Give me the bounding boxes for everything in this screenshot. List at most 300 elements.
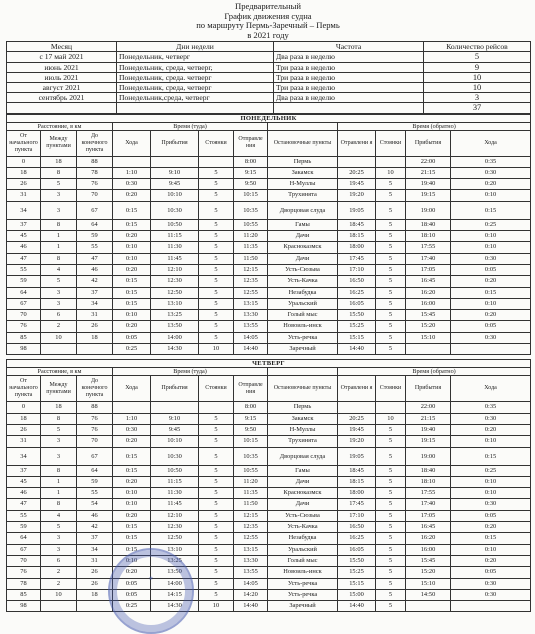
cell-to-end: 26 [77,578,113,589]
summary-trips: 5 [424,52,531,62]
cell-travel-back: 0:25 [451,465,531,476]
cell-travel-there: 0:20 [113,231,151,242]
cell-arrival-back: 19:15 [406,436,451,447]
cell-from-start: 70 [7,555,41,566]
cell-stop-there: 10 [199,601,234,612]
cell-arrival-there: 13:25 [151,555,199,566]
summary-total-empty-cell [117,103,274,113]
cell-from-start: 45 [7,476,41,487]
cell-from-start: 34 [7,201,41,219]
cell-stop-there: 5 [199,167,234,178]
cell-stop-there: 5 [199,332,234,343]
cell-to-end: 34 [77,298,113,309]
cell-arrival-there: 13:25 [151,310,199,321]
cell-departure-back: 19:05 [338,447,376,465]
cell-departure-there: 13:30 [234,555,268,566]
cell-stop-name: Дачи [268,499,338,510]
cell-departure-back: 14:40 [338,344,376,355]
schedule-row [7,344,531,355]
cell-stop-back: 5 [376,567,406,578]
schedule-table [6,114,531,356]
cell-arrival-there: 14:15 [151,589,199,600]
cell-departure-there: 13:55 [234,567,268,578]
cell-departure-back: 15:50 [338,555,376,566]
day-title: ПОНЕДЕЛЬНИК [7,114,531,122]
cell-departure-there: 14:20 [234,589,268,600]
cell-stop-there: 5 [199,578,234,589]
cell-from-start: 59 [7,522,41,533]
cell-stop-there: 5 [199,298,234,309]
cell-arrival-there: 11:30 [151,242,199,253]
cell-travel-there: 0:20 [113,567,151,578]
cell-departure-there: 12:15 [234,510,268,521]
cell-arrival-back: 14:50 [406,589,451,600]
cell-from-start: 70 [7,310,41,321]
column-header-stop-back: Стоянки [376,376,406,402]
summary-trips: 10 [424,72,531,82]
summary-row [7,82,531,92]
cell-travel-there: 0:15 [113,522,151,533]
cell-stop-there: 5 [199,499,234,510]
cell-stop-name: Усть-Качка [268,276,338,287]
column-header-between: Между пунктами [41,130,77,156]
cell-departure-back [338,156,376,167]
column-header-arrival-back: Прибытия [406,130,451,156]
summary-trips: 9 [424,62,531,72]
cell-departure-back: 19:45 [338,424,376,435]
cell-departure-back: 20:25 [338,413,376,424]
cell-departure-back: 14:40 [338,601,376,612]
cell-between: 5 [41,522,77,533]
cell-departure-back: 18:45 [338,219,376,230]
cell-from-start: 85 [7,332,41,343]
cell-travel-there: 0:20 [113,436,151,447]
cell-travel-back: 0:15 [451,201,531,219]
cell-travel-back: 0:20 [451,522,531,533]
cell-departure-there: 9:50 [234,179,268,190]
cell-arrival-back: 17:40 [406,253,451,264]
cell-departure-there: 10:15 [234,436,268,447]
stamp-mark: ★ [148,576,154,582]
cell-travel-back: 0:10 [451,298,531,309]
cell-departure-back: 19:05 [338,201,376,219]
column-group-row [7,122,531,130]
cell-stop-back: 5 [376,321,406,332]
summary-month: июль 2021 [7,72,117,82]
cell-departure-back: 16:05 [338,544,376,555]
cell-stop-name: Трухинята [268,190,338,201]
schedule-row [7,533,531,544]
cell-from-start: 55 [7,510,41,521]
cell-between: 8 [41,465,77,476]
schedule-row [7,156,531,167]
schedule-row [7,567,531,578]
cell-to-end: 59 [77,231,113,242]
cell-arrival-back: 15:20 [406,321,451,332]
cell-stop-back: 5 [376,578,406,589]
summary-header-frequency: Частота [274,42,424,52]
cell-departure-there: 8:00 [234,402,268,413]
cell-stop-there: 5 [199,321,234,332]
cell-to-end: 31 [77,310,113,321]
cell-arrival-back: 19:40 [406,179,451,190]
cell-travel-there: 0:20 [113,264,151,275]
cell-travel-there [113,156,151,167]
cell-arrival-back [406,601,451,612]
cell-to-end: 54 [77,499,113,510]
cell-stop-name: Усть-Качка [268,522,338,533]
cell-stop-there [199,156,234,167]
schedule-row [7,231,531,242]
cell-travel-back: 0:30 [451,413,531,424]
cell-stop-there: 10 [199,344,234,355]
cell-stop-there: 5 [199,264,234,275]
schedule-row [7,476,531,487]
time-there-group-header: Время (туда) [113,368,268,376]
cell-to-end: 88 [77,156,113,167]
summary-header-row [7,42,531,52]
group-header-empty [268,122,338,130]
cell-departure-there: 13:55 [234,321,268,332]
cell-arrival-there: 14:00 [151,332,199,343]
time-there-group-header: Время (туда) [113,122,268,130]
cell-departure-back: 16:50 [338,522,376,533]
cell-travel-there: 0:10 [113,253,151,264]
cell-travel-there: 0:15 [113,447,151,465]
title-line-1: Предварительный [235,1,301,11]
cell-from-start: 34 [7,447,41,465]
cell-arrival-back: 18:10 [406,476,451,487]
cell-to-end: 76 [77,413,113,424]
cell-arrival-there: 10:10 [151,190,199,201]
schedule-row [7,413,531,424]
cell-arrival-back: 18:40 [406,219,451,230]
cell-stop-there [199,402,234,413]
cell-stop-there: 5 [199,201,234,219]
cell-stop-back: 5 [376,219,406,230]
cell-travel-back: 0:35 [451,156,531,167]
cell-travel-there: 0:20 [113,510,151,521]
summary-header-days: Дни недели [117,42,274,52]
cell-departure-back: 17:10 [338,510,376,521]
cell-departure-back: 16:05 [338,298,376,309]
cell-from-start: 76 [7,567,41,578]
cell-to-end: 55 [77,488,113,499]
cell-departure-there: 13:15 [234,544,268,555]
cell-travel-back: 0:15 [451,533,531,544]
cell-stop-there: 5 [199,544,234,555]
cell-stop-there: 5 [199,190,234,201]
column-group-row [7,368,531,376]
cell-arrival-there: 9:45 [151,424,199,435]
cell-stop-back: 5 [376,332,406,343]
summary-days: Понедельник, среда, четверг, [117,62,274,72]
cell-between: 3 [41,201,77,219]
cell-arrival-there: 10:10 [151,436,199,447]
cell-departure-back: 19:20 [338,436,376,447]
cell-arrival-back: 15:45 [406,555,451,566]
cell-arrival-there: 10:50 [151,465,199,476]
cell-stop-back: 5 [376,522,406,533]
cell-departure-back: 16:50 [338,276,376,287]
cell-stop-name: Уральский [268,298,338,309]
cell-departure-back: 17:45 [338,253,376,264]
cell-stop-name: Дачи [268,476,338,487]
day-title-row [7,360,531,368]
cell-to-end: 34 [77,544,113,555]
cell-stop-name: Трухинята [268,436,338,447]
cell-arrival-back: 17:40 [406,499,451,510]
cell-travel-there: 1:10 [113,413,151,424]
cell-stop-back [376,402,406,413]
summary-total-row [7,103,531,113]
cell-stop-name: Незабудка [268,533,338,544]
cell-arrival-back: 15:45 [406,310,451,321]
summary-frequency: Два раза в неделю [274,52,424,62]
cell-from-start: 47 [7,499,41,510]
schedule-row [7,522,531,533]
cell-stop-name: Незабудка [268,287,338,298]
column-header-arrival-there: Прибытия [151,376,199,402]
cell-travel-back: 0:20 [451,310,531,321]
cell-arrival-there: 13:10 [151,298,199,309]
cell-arrival-back: 22:00 [406,402,451,413]
cell-travel-there: 0:20 [113,476,151,487]
cell-between: 1 [41,476,77,487]
cell-departure-there: 11:35 [234,242,268,253]
summary-total-empty-cell [274,103,424,113]
cell-stop-name: Голый мыс [268,310,338,321]
cell-departure-there: 10:55 [234,465,268,476]
cell-travel-back [451,601,531,612]
cell-to-end: 59 [77,476,113,487]
cell-stop-name: Уральский [268,544,338,555]
cell-stop-name: Заречный [268,601,338,612]
cell-between: 3 [41,287,77,298]
cell-from-start: 98 [7,344,41,355]
cell-travel-there: 0:10 [113,488,151,499]
cell-between [41,601,77,612]
cell-arrival-back: 15:20 [406,567,451,578]
cell-stop-there: 5 [199,424,234,435]
cell-to-end: 64 [77,219,113,230]
cell-travel-there: 0:10 [113,242,151,253]
cell-from-start: 26 [7,424,41,435]
title-line-4: в 2021 году [247,29,289,40]
cell-arrival-there: 13:10 [151,544,199,555]
column-header-stop-there: Стоянки [199,130,234,156]
cell-stop-there: 5 [199,533,234,544]
cell-stop-name: Закамск [268,413,338,424]
cell-travel-there: 0:15 [113,201,151,219]
summary-month: август 2021 [7,82,117,92]
cell-from-start: 64 [7,533,41,544]
document-title [6,0,530,40]
cell-arrival-there [151,156,199,167]
cell-arrival-back: 16:00 [406,298,451,309]
cell-stop-there: 5 [199,310,234,321]
schedule-row [7,447,531,465]
cell-between: 3 [41,190,77,201]
schedule-row [7,219,531,230]
summary-trips: 10 [424,82,531,92]
day-title-row [7,114,531,122]
cell-arrival-back: 21:15 [406,167,451,178]
summary-days: Понедельник, четверг [117,52,274,62]
cell-travel-back: 0:30 [451,332,531,343]
schedule-row [7,436,531,447]
cell-stop-name: Пермь [268,156,338,167]
cell-travel-back: 0:20 [451,179,531,190]
cell-from-start: 0 [7,156,41,167]
cell-departure-there: 12:35 [234,522,268,533]
schedule-row [7,601,531,612]
column-header-departure-back: Отравлени я [338,130,376,156]
cell-between: 3 [41,544,77,555]
cell-from-start: 85 [7,589,41,600]
cell-arrival-there: 10:30 [151,447,199,465]
cell-travel-there: 0:15 [113,533,151,544]
cell-arrival-there: 9:10 [151,413,199,424]
cell-stop-back: 5 [376,488,406,499]
cell-arrival-back: 19:15 [406,190,451,201]
cell-departure-there: 10:15 [234,190,268,201]
cell-stop-back: 5 [376,555,406,566]
cell-to-end: 18 [77,589,113,600]
cell-travel-back: 0:10 [451,436,531,447]
cell-from-start: 31 [7,190,41,201]
summary-month: с 17 май 2021 [7,52,117,62]
cell-between: 4 [41,510,77,521]
schedule-row [7,201,531,219]
cell-stop-back: 5 [376,264,406,275]
cell-travel-back: 0:20 [451,276,531,287]
cell-stop-back [376,156,406,167]
cell-travel-there: 0:05 [113,578,151,589]
cell-departure-back: 15:25 [338,321,376,332]
cell-departure-back: 18:15 [338,231,376,242]
cell-arrival-there: 12:30 [151,276,199,287]
cell-travel-there: 0:10 [113,499,151,510]
cell-arrival-back: 18:40 [406,465,451,476]
cell-stop-name: Пермь [268,402,338,413]
cell-departure-there: 13:15 [234,298,268,309]
cell-travel-there: 0:05 [113,332,151,343]
cell-from-start: 67 [7,544,41,555]
cell-arrival-there: 9:10 [151,167,199,178]
column-header-arrival-there: Прибытия [151,130,199,156]
column-header-from-start: От начального пункта [7,130,41,156]
cell-arrival-there: 11:15 [151,231,199,242]
cell-between: 2 [41,578,77,589]
column-header-stop-back: Стоянки [376,130,406,156]
cell-arrival-back: 17:05 [406,510,451,521]
cell-travel-back [451,344,531,355]
cell-travel-back: 0:05 [451,264,531,275]
cell-to-end: 31 [77,555,113,566]
cell-stop-there: 5 [199,465,234,476]
cell-arrival-back: 21:15 [406,413,451,424]
cell-departure-there: 12:55 [234,287,268,298]
cell-arrival-there: 10:50 [151,219,199,230]
cell-stop-there: 5 [199,276,234,287]
cell-arrival-there: 13:50 [151,567,199,578]
cell-departure-back: 18:45 [338,465,376,476]
summary-header-month: Месяц [7,42,117,52]
distance-group-header: Расстояние, в км [7,122,113,130]
cell-stop-there: 5 [199,231,234,242]
cell-stop-name: Усть-речка [268,332,338,343]
cell-departure-back: 19:45 [338,179,376,190]
cell-between: 8 [41,167,77,178]
cell-between: 2 [41,567,77,578]
cell-between: 6 [41,310,77,321]
schedule-row [7,242,531,253]
cell-arrival-there: 12:50 [151,533,199,544]
column-header-departure-back: Отравлени я [338,376,376,402]
cell-stop-there: 5 [199,242,234,253]
cell-travel-back: 0:30 [451,589,531,600]
cell-to-end [77,344,113,355]
schedule-row [7,190,531,201]
cell-stop-name: Дачи [268,231,338,242]
cell-stop-back: 5 [376,544,406,555]
cell-arrival-there: 11:15 [151,476,199,487]
cell-to-end: 70 [77,190,113,201]
summary-row [7,72,531,82]
cell-arrival-back: 16:45 [406,276,451,287]
cell-from-start: 37 [7,219,41,230]
cell-travel-back: 0:05 [451,321,531,332]
cell-stop-name: Дворцовая слуда [268,447,338,465]
schedule-row [7,465,531,476]
cell-stop-name: Гамы [268,219,338,230]
cell-stop-there: 5 [199,413,234,424]
cell-stop-name: Усть-Сюзьва [268,510,338,521]
schedule-row [7,578,531,589]
cell-stop-name: Н-Муллы [268,424,338,435]
cell-between: 1 [41,231,77,242]
cell-arrival-back [406,344,451,355]
cell-travel-back: 0:20 [451,424,531,435]
cell-stop-there: 5 [199,589,234,600]
cell-to-end: 37 [77,533,113,544]
cell-to-end: 42 [77,522,113,533]
cell-to-end: 78 [77,167,113,178]
cell-from-start: 18 [7,167,41,178]
cell-stop-back: 5 [376,276,406,287]
cell-stop-name: Новоиль-инск [268,321,338,332]
cell-stop-back: 5 [376,179,406,190]
cell-arrival-there: 12:10 [151,264,199,275]
cell-departure-back: 16:25 [338,533,376,544]
cell-to-end: 42 [77,276,113,287]
summary-frequency: Три раза в неделю [274,72,424,82]
cell-arrival-back: 15:10 [406,332,451,343]
time-back-group-header: Время (обратно) [338,368,531,376]
cell-stop-there: 5 [199,179,234,190]
cell-between: 8 [41,413,77,424]
schedule-row [7,402,531,413]
cell-departure-back: 15:00 [338,589,376,600]
cell-travel-back: 0:10 [451,476,531,487]
cell-from-start: 46 [7,242,41,253]
cell-between: 5 [41,424,77,435]
cell-travel-back: 0:20 [451,555,531,566]
schedule-row [7,264,531,275]
cell-from-start: 45 [7,231,41,242]
cell-travel-there: 0:20 [113,190,151,201]
